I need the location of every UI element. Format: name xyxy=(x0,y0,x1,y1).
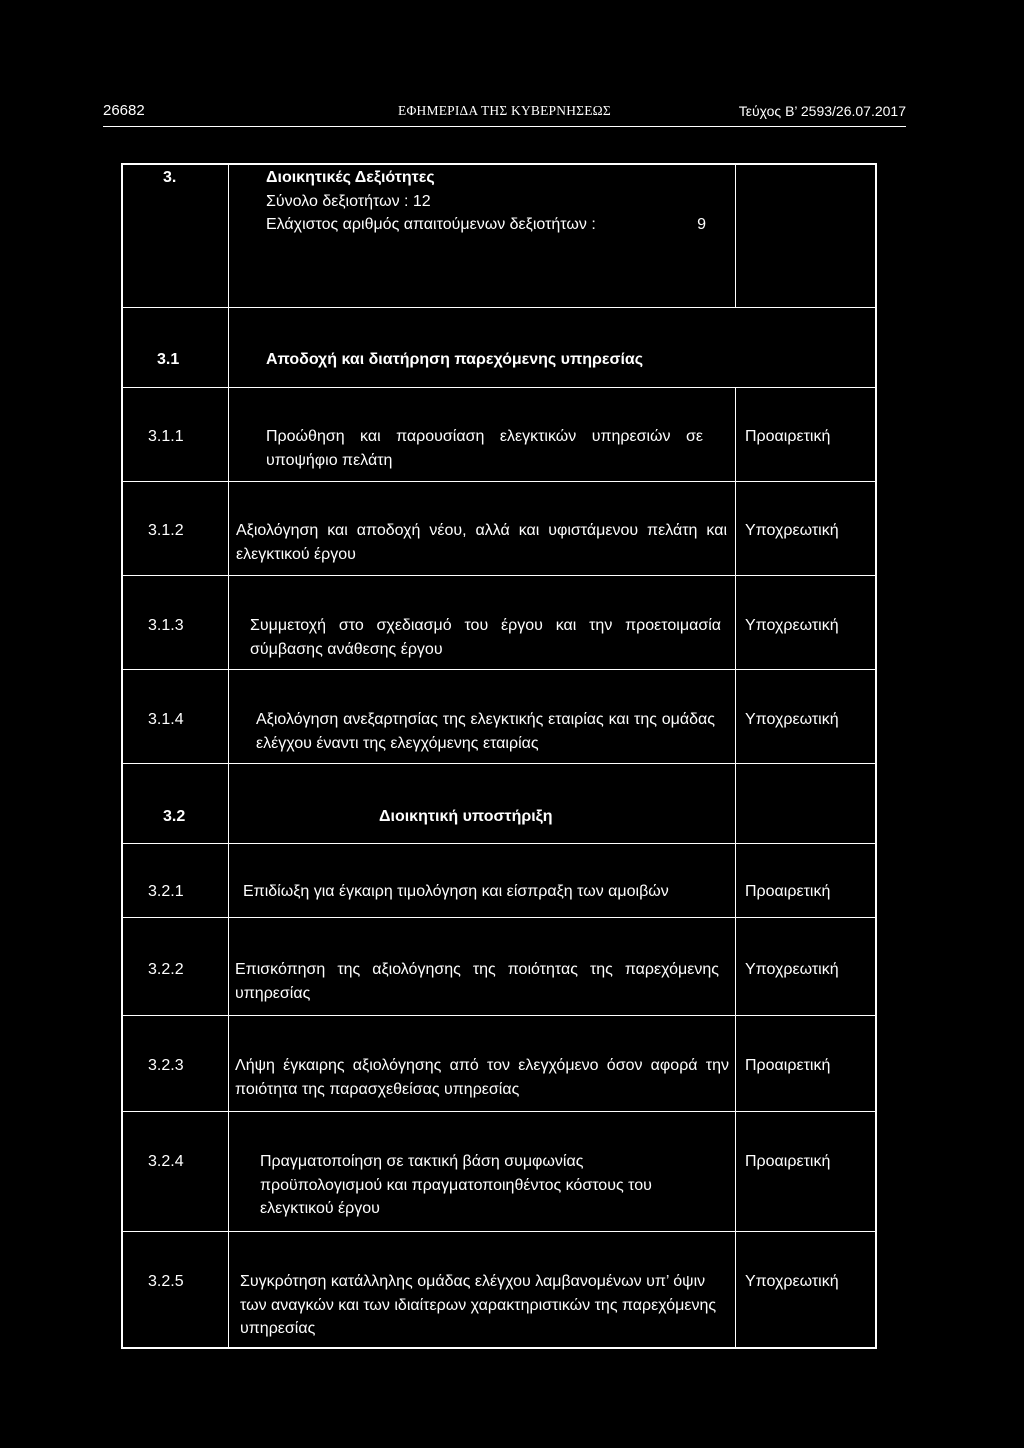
column-divider xyxy=(735,165,736,307)
skill-type: Υποχρεωτική xyxy=(745,961,839,978)
group-number: 3.1 xyxy=(157,351,180,368)
row-divider xyxy=(123,669,875,670)
section-number: 3. xyxy=(163,169,177,186)
skill-number: 3.2.1 xyxy=(148,883,184,900)
skill-description: Πραγματοποίηση σε τακτική βάση συμφωνίας προϋπολογισμού και πραγματοποιηθέντος κόστους του ελεγκτικού έργου xyxy=(260,1153,652,1217)
journal-title: ΕΦΗΜΕΡΙΔΑ ΤΗΣ ΚΥΒΕΡΝΗΣΕΩΣ xyxy=(398,103,611,118)
skill-number: 3.1.3 xyxy=(148,617,184,634)
skill-description: Αξιολόγηση ανεξαρτησίας της ελεγκτικής εταιρίας και της ομάδας ελέγχου έναντι της ελεγχόμενης εταιρίας xyxy=(256,711,715,752)
skill-type: Προαιρετική xyxy=(745,883,831,900)
page-number: 26682 xyxy=(103,102,145,119)
group-number: 3.2 xyxy=(163,808,186,825)
group-title: Διοικητική υποστήριξη xyxy=(379,808,553,825)
page-header xyxy=(103,102,906,127)
row-divider xyxy=(123,1231,875,1232)
skill-description: Συμμετοχή στο σχεδιασμό του έργου και την προετοιμασία σύμβασης ανάθεσης έργου xyxy=(250,617,721,658)
row-divider xyxy=(123,481,875,482)
skill-number: 3.2.2 xyxy=(148,961,184,978)
skill-description: Συγκρότηση κατάλληλης ομάδας ελέγχου λαμβανομένων υπ’ όψιν των αναγκών και των ιδιαίτερων χαρακτηριστικών της παρεχόμενης υπηρεσίας xyxy=(240,1273,717,1337)
column-divider xyxy=(735,387,736,1349)
row-divider xyxy=(123,575,875,576)
skill-type: Προαιρετική xyxy=(745,1153,831,1170)
skill-number: 3.1.4 xyxy=(148,711,184,728)
section-min-required-value: 9 xyxy=(697,216,706,233)
skill-type: Υποχρεωτική xyxy=(745,711,839,728)
section-title-text: Διοικητικές Δεξιότητες xyxy=(266,169,435,186)
section-min-required xyxy=(266,213,706,237)
row-divider xyxy=(123,307,875,308)
section-total: Σύνολο δεξιοτήτων : 12 xyxy=(266,192,431,210)
row-divider xyxy=(123,387,875,388)
skill-number: 3.2.3 xyxy=(148,1057,184,1074)
row-divider xyxy=(123,1015,875,1016)
column-divider xyxy=(228,165,229,1349)
section-title xyxy=(266,166,706,237)
skill-number: 3.1.1 xyxy=(148,428,184,445)
skill-description: Επισκόπηση της αξιολόγησης της ποιότητας της παρεχόμενης υπηρεσίας xyxy=(235,961,719,1002)
skill-description: Επιδίωξη για έγκαιρη τιμολόγηση και είσπραξη των αμοιβών xyxy=(243,883,669,900)
issue-info: Τεύχος Β’ 2593/26.07.2017 xyxy=(738,103,906,119)
skill-type: Προαιρετική xyxy=(745,1057,831,1074)
row-divider xyxy=(123,843,875,844)
skill-description: Αξιολόγηση και αποδοχή νέου, αλλά και υφιστάμενου πελάτη και ελεγκτικού έργου xyxy=(236,522,727,563)
section-min-required-label: Ελάχιστος αριθμός απαιτούμενων δεξιοτήτων : xyxy=(266,216,596,233)
row-divider xyxy=(123,917,875,918)
skills-table xyxy=(121,163,877,1349)
skill-description: Λήψη έγκαιρης αξιολόγησης από τον ελεγχόμενο όσον αφορά την ποιότητα της παρασχεθείσας υπηρεσίας xyxy=(235,1057,729,1098)
row-divider xyxy=(123,763,875,764)
skill-description: Προώθηση και παρουσίαση ελεγκτικών υπηρεσιών σε υποψήφιο πελάτη xyxy=(266,428,703,469)
skill-number: 3.2.5 xyxy=(148,1273,184,1290)
skill-type: Υποχρεωτική xyxy=(745,522,839,539)
skill-number: 3.2.4 xyxy=(148,1153,184,1170)
group-title: Αποδοχή και διατήρηση παρεχόμενης υπηρεσίας xyxy=(266,351,644,368)
skill-number: 3.1.2 xyxy=(148,522,184,539)
row-divider xyxy=(123,1111,875,1112)
skill-type: Προαιρετική xyxy=(745,428,831,445)
skill-type: Υποχρεωτική xyxy=(745,617,839,634)
skill-type: Υποχρεωτική xyxy=(745,1273,839,1290)
